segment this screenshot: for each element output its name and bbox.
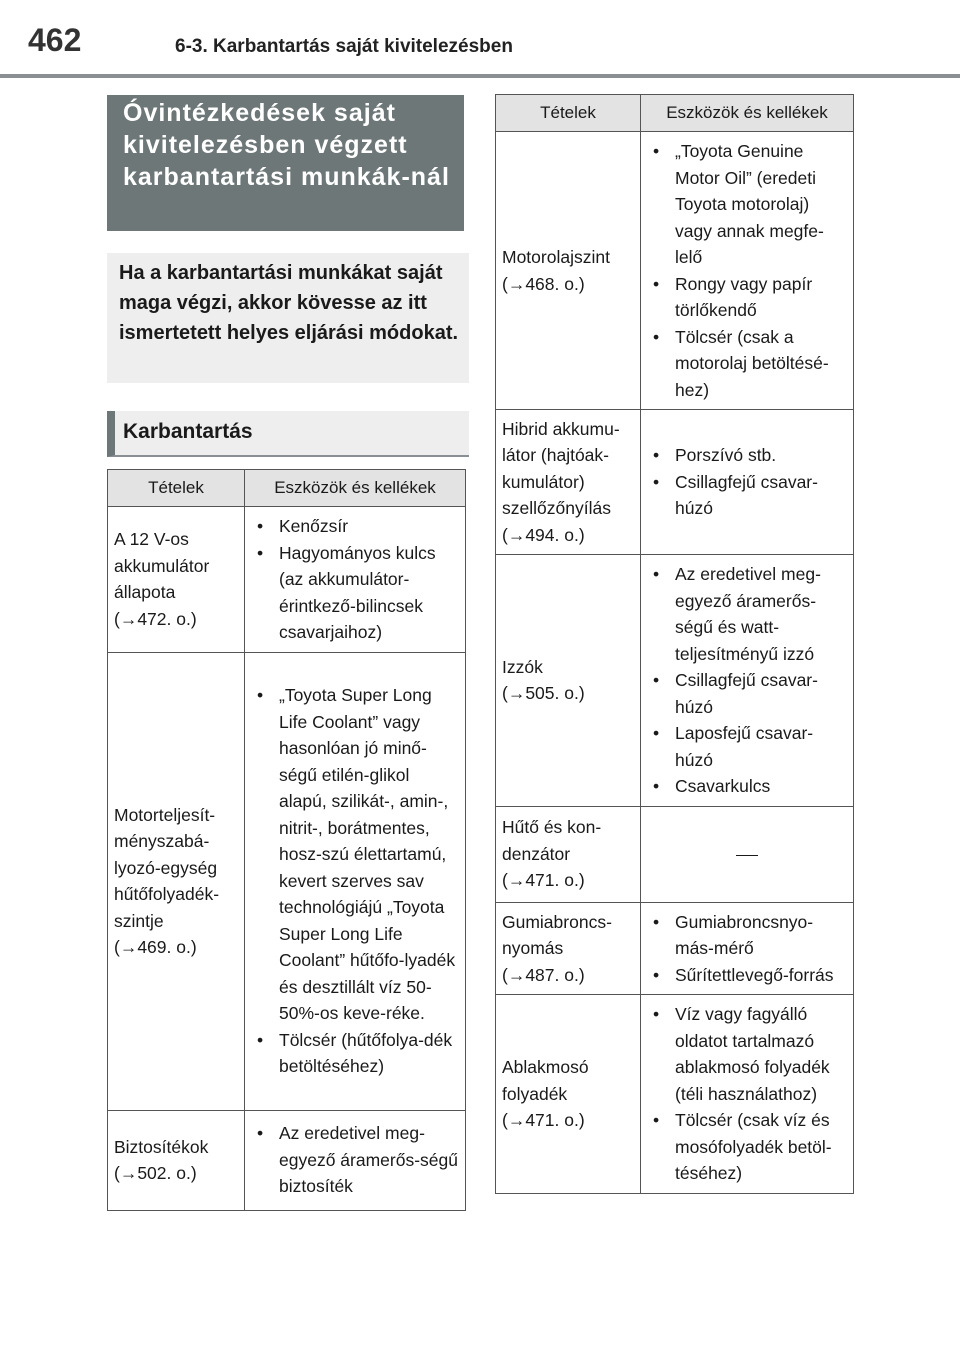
table-row: [108, 652, 466, 1110]
table-row: [496, 995, 854, 1194]
tools-cell: [245, 652, 466, 1110]
table-row: [108, 507, 466, 653]
tools-list: [255, 513, 461, 646]
item-cell: [496, 132, 641, 410]
table-header-row: [496, 95, 854, 132]
list-item: • Csavarkulcs: [651, 773, 849, 800]
item-cell: [496, 902, 641, 995]
list-item: • Csillagfejű csavar-húzó: [651, 667, 849, 720]
list-item: • Kenőzsír: [255, 513, 461, 540]
table-row: [496, 902, 854, 995]
list-item: • Az eredetivel meg-egyező áramerős-ségű biztosíték: [255, 1120, 461, 1200]
empty-dash: [736, 855, 758, 856]
item-label: A 12 V-os akkumulátor állapota (→472. o.): [114, 529, 210, 629]
item-label: Biztosítékok (→502. o.): [114, 1136, 209, 1183]
column-header-tools: Eszközök és kellékek: [245, 470, 466, 507]
list-item: • Rongy vagy papír törlőkendő: [651, 271, 849, 324]
item-label: Gumiabroncs- nyomás (→487. o.): [502, 911, 612, 985]
left-tools-table: [107, 469, 466, 1211]
tools-cell: [245, 507, 466, 653]
item-cell: [108, 1110, 245, 1210]
page-title: Óvintézkedések saját kivitelezésben végzett karbantartási munkák-nál: [107, 95, 464, 231]
tools-list: [651, 138, 849, 403]
item-cell: [496, 995, 641, 1194]
tools-cell-empty: [641, 806, 854, 902]
table-row: [496, 410, 854, 555]
tools-cell: [641, 902, 854, 995]
page-number: 462: [28, 22, 82, 58]
list-item: • Laposfejű csavar-húzó: [651, 720, 849, 773]
table-row: [108, 1110, 466, 1210]
list-item: • „Toyota Genuine Motor Oil” (eredeti Toyota motorolaj) vagy annak megfe-lelő: [651, 138, 849, 271]
section-title: 6-3. Karbantartás saját kivitelezésben: [175, 36, 513, 57]
table-header-row: [108, 470, 466, 507]
list-item: • Gumiabroncsnyo-más-mérő: [651, 909, 849, 962]
list-item: • „Toyota Super Long Life Coolant” vagy hasonlóan jó minő-ségű etilén-glikol alapú, szilikát-, amin-, nitrit-, borátmentes, hosz-szú élettartamú, kevert szerves sav technológiájú „Toyota Super Long Life Coolant” hűtőfo-lyadék és desztillált víz 50-50%-os keve-réke.: [255, 682, 461, 1027]
item-cell: [108, 507, 245, 653]
item-cell: [496, 410, 641, 555]
item-label: Hibrid akkumu- látor (hajtóak- kumulátor) szellőzőnyílás (→494. o.): [502, 418, 620, 545]
list-item: • Sűrítettlevegő-forrás: [651, 962, 849, 989]
item-label: Hűtő és kon- denzátor (→471. o.): [502, 817, 602, 891]
item-label: Izzók (→505. o.): [502, 656, 585, 704]
column-header-tools: Eszközök és kellékek: [641, 95, 854, 132]
list-item: • Csillagfejű csavar-húzó: [651, 469, 849, 522]
maintenance-heading: Karbantartás: [107, 411, 469, 457]
column-header-items: Tételek: [496, 95, 641, 132]
column-header-items: Tételek: [108, 470, 245, 507]
tools-list: [651, 561, 849, 800]
item-cell: [496, 555, 641, 807]
tools-list: [651, 1001, 849, 1187]
tools-list: [651, 909, 849, 989]
list-item: • Tölcsér (csak a motorolaj betöltésé-hez): [651, 324, 849, 404]
table-row: [496, 555, 854, 807]
intro-text: Ha a karbantartási munkákat saját maga végzi, akkor kövesse az itt ismertetett helyes eljárási módokat.: [107, 253, 469, 383]
list-item: • Porszívó stb.: [651, 442, 849, 469]
tools-cell: [641, 555, 854, 807]
header-divider: [0, 74, 960, 78]
tools-cell: [245, 1110, 466, 1210]
list-item: • Az eredetivel meg-egyező áramerős-ségű és watt-teljesítményű izzó: [651, 561, 849, 667]
item-label: Motorolajszint (→468. o.): [502, 247, 610, 294]
tools-cell: [641, 410, 854, 555]
item-label: Motorteljesít- ményszabá- lyozó-egység hűtőfolyadék- szintje (→469. o.): [114, 804, 220, 957]
table-row: [496, 132, 854, 410]
tools-cell: [641, 132, 854, 410]
tools-list: [651, 442, 849, 522]
page-header: [0, 0, 960, 78]
item-cell: [496, 806, 641, 902]
item-label: Ablakmosó folyadék (→471. o.): [502, 1057, 589, 1130]
list-item: • Hagyományos kulcs (az akkumulátor-érintkező-bilincsek csavarjaihoz): [255, 540, 461, 646]
item-cell: [108, 652, 245, 1110]
tools-list: [255, 1120, 461, 1200]
table-row: [496, 806, 854, 902]
tools-cell: [641, 995, 854, 1194]
right-tools-table: [495, 94, 854, 1194]
list-item: • Tölcsér (csak víz és mosófolyadék betöl-téséhez): [651, 1107, 849, 1187]
list-item: • Tölcsér (hűtőfolya-dék betöltéséhez): [255, 1027, 461, 1080]
tools-list: [255, 682, 461, 1080]
list-item: • Víz vagy fagyálló oldatot tartalmazó ablakmosó folyadék (téli használathoz): [651, 1001, 849, 1107]
